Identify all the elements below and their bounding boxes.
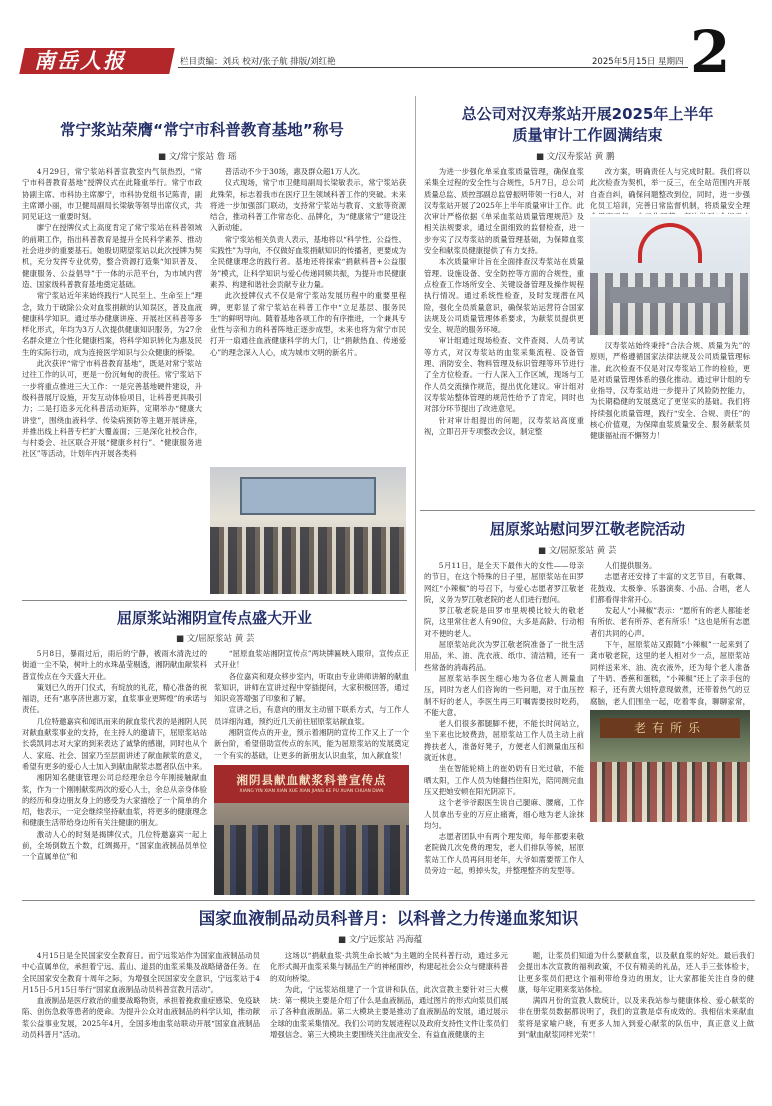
newspaper-logo: 南岳人报 [34,48,126,73]
article4-column-1: 5月11日，是全天下最伟大的女性——母亲的节日，在这个特殊的日子里，屈原浆站在田罗网红“小辣椒”的号召下，与爱心志愿者罗江敬老院，义务为罗江敬老院的老人们进行慰问。 罗江敬老院是田罗市里规模比较大的敬老院，这里常住老人有90位，大多是高龄、行动相对不便的老人。 屈原浆站此次为罗江敬老院准备了一批生活用品，米、油、洗衣液、纸巾、清洁精，还有一些常备的消毒药品。 屈原浆站李医生细心地为各位老人测量血压，同时为老人们咨询的一些问题，对于血压控制不好的老人，李医生再三叮嘱需要按时吃药，不能大意。 老人们很多都腿脚不便，不能长时间站立，坐下来也比较费劲，屈原浆站工作人员主动上前搀扶老人，准备好凳子，方便老人们测量血压和就近休息。 坐在智能轮椅上的崔奶奶有日光过敏，不能晒太阳，工作人员为她翻挡住阳光，陪同测完血压又把她安顿在阳光阴凉下。 这个老爷爷跟医生说自己腿麻、腰痛，工作人员拿出专业的万应止痛膏，细心地为老人涂抹均匀。 志愿者团队中有两个理发师，每年都要来敬老院做几次免费的理发，老人们排队等候，屈原浆站工作人员再问用老年，大爷如需要帮工作人员旁边一起，剪掉头发，并整理整齐的发型等。 [424,561,584,876]
article3-photo [214,765,409,895]
section-divider [22,900,755,901]
article3-byline: ■ 文/屈原浆站 黄 芸 [176,634,255,644]
article1-photo [210,467,406,594]
header-divider [178,67,688,68]
opening-crowd [214,825,409,895]
article5-byline: ■ 文/宁远浆站 冯海蕴 [338,935,423,945]
article2-column-2-top: 改方案，明确责任人与完成时限。我们将以此次检查为契机，举一反三，在全站范围内开展自查自纠，确保问题整改到位，同时，进一步强化员工培训，完善日常监督机制，将质量安全理 [590,167,750,210]
meeting-attendees [590,273,750,335]
group-of-volunteers [590,762,750,822]
projection-screen [240,477,376,515]
page-number: 2 [690,18,731,86]
article5-column-1: 4月15日是全民国家安全教育日。而宁远浆站作为国家血液制品动员中心直属单位，承担着宁远、蓝山、道县的血浆采集及战略储备任务。在全民国家安全教育十周年之际，为增强全民国家安全意识，宁远浆站于4月15日-5月15日举行“国家血液制品动员科普宣教月活动”。 血液制品是医疗救治的重要战略物资，承担着挽救重症感染、免疫缺陷、创伤急救等患者的使命。为提升公众对血液制品的科学认知，推动献浆公益事业发展，2025年4月，全国多地血浆站联动开展“国家血液制品动员科普月”活动。 [22,951,260,1040]
article4-title: 屈原浆站慰问罗江敬老院活动 [489,520,685,538]
article4-photo [590,710,750,822]
article2-photo [590,217,750,335]
issue-date: 2025年5月15日 星期四 [592,57,684,67]
article1-column-2: 普活动不少于30场，惠及群众超1万人次。 仪式现场，常宁市卫健局副局长梁敏表示，常宁浆站获此殊荣，标志着我市在医疗卫生领域科普工作的突破。未来将进一步加强部门联动，支持常宁浆站与教育、文旅等资源结合，推动科普工作常态化、品牌化，为“健康常宁”建设注入新动能。 常宁浆站相关负责人表示，基地将以“科学性、公益性、实践性”为导向，不仅做好血浆捐献知识的传播者，更要成为全民健康理念的践行者。基地还将探索“捐献科普+公益服务”模式，让科学知识与爱心传递同频共振，为提升市民健康素养、构建和谐社会贡献专业力量。 此次授牌仪式不仅是常宁浆站发展历程中的重要里程碑，更彰显了常宁浆站在科普工作中“立足基层、服务民生”的鲜明导向。随着基地各项工作的有序推进，一个兼具专业性与亲和力的科普阵地正逐步成型，未来也将为常宁市民打开一扇通往血液健康科学的大门，让“捐献热血、传递爱心”的理念深入人心，成为城市文明的新名片。 [210,167,406,357]
article5-column-3: 题，让浆员们知道为什么要献血浆，以及献血浆的好处。最后我们会提出本次宣教的福利政策，不仅有精美的礼品，还人手三张体检卡，让更多浆员们把这个福利带给身边的朋友，让大家都能关注自身的健康，每年定期来浆站体检。 满四月份的宣教人数统计，以及来我站参与健康体检、爱心献浆的非在册浆员数据都说明了，我们的宣教是卓有成效的。我相信未来献血浆将是家喻户晓，有更多人加入到爱心献浆的队伍中，真正意义上做到“献血献浆同样光荣”！ [518,951,754,1040]
storefront-banner: 湘阴县献血献浆科普宣传点 [236,773,387,787]
article1-byline: ■ 文/常宁浆站 詹 瑶 [158,152,237,162]
article2-title-line-2: 质量审计工作圆满结束 [512,126,663,144]
red-arch-decoration [638,223,702,263]
article2-column-2-bottom: 汉寿浆站始终秉持“合法合规、质量为先”的原则，严格遵循国家法律法规及公司质量管理标准。此次检查不仅是对汉寿浆站工作的检验，更是对质量管理体系的强化推动。通过审计组的专业指导，汉寿浆站进一步提升了风险防控能力，为长期稳健的发展奠定了更坚实的基础。我们将持续强化质量管理，践行“安全、合规、责任”的核心价值观，为保障血浆质量安全、服务献浆员健康福祉而不懈努力！ [590,341,750,441]
article2-title-line-1: 总公司对汉寿浆站开展2025年上半年 [461,105,714,123]
audience [210,527,406,594]
article4-column-2: 人们提供服务。 志愿者还安排了丰富的文艺节目，有歌舞、花鼓戏、太极拳、乐器演奏、小品、合唱，老人们都看得非常开心。 发起人“小辣椒”表示：“愿所有的老人都能老有所依、老有所养、老有所乐！”这也是所有志愿者们共同的心声。 下午，屈原浆站又跟随“小辣椒”一起来到了龚市敬老院，这里的老人相对少一点，屈原浆站同样送来米、油、洗衣液外，还为每个老人准备了牛奶、香蕉和蛋糕，“小辣椒”还上了亲手包的粽子，还有黄大姐特意现做煮，还带着热气的豆腐脑，老人们围坐一起，吃着零食，聊聊家常， [590,561,750,706]
article2-column-1: 为进一步强化单采血浆质量管理，确保血浆采集全过程的安全性与合规性，5月7日，总公司质量总监、质控部副总监曾振明带领一行8人，对汉寿浆站开展了2025年上半年质量审计工作。此次审计严格依据《单采血浆站质量管理规范》及相关法规要求，通过全面细致的监督检查，进一步夯实了汉寿浆站的质量管理基础，为保障血浆安全和献浆员健康提供了有力支持。 本次质量审计旨在全面排查汉寿浆站在质量管理、设施设备、安全防控等方面的合规性，重点检查工作场所安全、关键设备管理及操作规程执行情况。通过系统性检查，及时发现潜在风险，强化全员质量意识，确保浆站运营符合国家法规及公司质量管理体系要求，为献浆员提供更安全、规范的服务环境。 审计组通过现场检查、文件查阅、人员考试等方式，对汉寿浆站的血浆采集流程、设备管理、消防安全、物料管理及标识管理等环节进行了全方位检查。一行人深入工作区域，现场与工作人员交流操作规范，提出优化建议。审计组对汉寿浆站整体管理的规范性给予了肯定，同时也对部分环节提出了改进意见。 针对审计组提出的问题，汉寿浆站高度重视，立即召开专项整改会议，制定整 [424,167,584,436]
article3-column-2: “屈原血浆站湘阴宣传点”两块牌匾映入眼帘，宣传点正式开业！ 各位嘉宾和观众移步室内，听取由专业讲师讲解的献血浆知识，讲师在宣讲过程中穿插提问，大家积极回答，通过知识竞答增强了印象和了解。 宣讲之后，有意向的朋友主动留下联系方式，与工作人员详细沟通，预约近几天前往屈原浆站献血浆。 湘阴宣传点的开业，预示着湘阴的宣传工作又上了一个新台阶，希望借助宣传点的东风，能为屈原浆站的发展奠定一个有实的基础，让更多的新朋友认识血浆，加入献血浆！ [214,649,409,760]
article5-title: 国家血液制品动员科普月：以科普之力传递血浆知识 [198,909,579,928]
editors-line: 栏目责编：刘兵 校对/张子航 排版/刘红艳 [180,57,336,67]
article1-title: 常宁浆站荣膺“常宁市科普教育基地”称号 [60,121,344,139]
meeting-table [610,287,730,303]
storefront-banner-pinyin: XIANG YIN XIAN XIAN XUE XIAN JIANG KE PU XUAN CHUAN DIAN [239,789,384,794]
article4-byline: ■ 文/屈原浆站 黄 芸 [538,546,617,556]
article5-column-2: 这场以“捐献血浆·共筑生命长城”为主题的全民科普行动，通过多元化形式揭开血浆采集与制品生产的神秘面纱，构建起社会公众与健康科普的双向桥梁。 为此，宁远浆站组建了一个宣讲和队伍，此次宣教主要针对三大模块：第一模块主要是介绍了什么是血液制品，通过图片的形式向浆员们展示了各种血液制品。第二大模块主要是推动了血液制品的发展，通过展示全球的血浆采集情况。我们公司的发展进程以及政府支持性文件让浆员们增强信念。第三大模块主要围绕关注血液安全、有益血液健康的主 [270,951,508,1040]
section-divider [22,600,407,601]
article3-title: 屈原浆站湘阴宣传点盛大开业 [116,609,312,627]
column-divider [415,96,416,671]
nursing-home-sign: 老有所乐 [600,718,740,738]
article1-column-1: 4月29日，常宁浆站科普宣教室内气氛热烈，“常宁市科普教育基地”授牌仪式在此隆重举行。常宁市政协副主席、市科协主席廖宁，市科协党组书记陈青，副主席谭小丽，市卫健局副局长梁敏等领导出席仪式，共同见证这一重要时刻。 廖宁在授牌仪式上高度肯定了常宁浆站在科普领域的前期工作，指出科普教育是提升全民科学素养、推动社会进步的重要基石。她殷切期望浆站以此次授牌为契机，充分发挥专业优势，整合资源打造集“知识普及、健康服务、公益倡导”于一体的示范平台，为市域内营造、国家级科普教育基地奠定基础。 常宁浆站近年来始终践行“人民至上、生命至上”理念，致力于破除公众对血浆捐献的认知误区，普及血液健康科学知识。通过举办健康讲座、开展社区科普等多样化形式，年均为3万人次提供健康知识服务，为27余名群众建立个性化健康档案，将科学知识转化为惠及民生的实际行动，成为连接医学知识与公众健康的桥梁。 此次获评“常宁市科普教育基地”，既是对常宁浆站过往工作的认可，更是一份沉甸甸的责任。常宁浆站下一步将重点推进三大工作：一是完善基地硬件建设，升级科普展厅设施，开发互动体验项目，让科普更具吸引力；二是打造多元化科普活动矩阵，定期举办“健康大讲堂”，围绕血液科学、传染病预防等主题开展讲座，并推出线上科普专栏扩大覆盖面；三是深化社校合作，与村委会、社区联合开展“健康乡村行”、“健康服务进社区”等活动，计划年内开展各类科 [22,167,202,459]
section-divider [420,510,755,511]
article2-byline: ■ 文/汉寿浆站 黄 鹏 [536,152,615,162]
article3-column-1: 5月8日，暴雨过后，雨后的宁静，被雨水清洗过的街道一尘不染，树叶上的水珠晶莹剔透，湘阴献血献浆科普宣传点在今天盛大开业。 策划已久的开门仪式，有绽放的礼花，精心准备的祝福语，还有“惠享济世惠万家，血浆事业更辉煌”的承诺与责任。 几位特邀嘉宾和闻讯而来的献血浆代表的是湘阴人民对献血献浆事业的支持，在主持人的邀请下，屈原浆站站长裘凯同志对大家的到来表达了诚挚的感谢，同时也从个人、家庭、社会、国家乃至层面讲述了献血献浆的意义，希望有更多的爱心人士加入到献血献浆志愿者队伍中来。 湘阴知名健康管理公司总经理余总今年刚接触献血浆，作为一个刚刚献浆两次的爱心人士，余总从亲身体验的经历和身边朋友身上的感受为大家描绘了一个简单的介绍，他表示，一定会继续坚持献血浆，将更多的健康理念和健康生活带给身边所有关注健康的朋友。 激动人心的时刻是揭牌仪式，几位特邀嘉宾一起上前，全场倒数五个数，红绸揭开，“国家血液制品员单位一个直属单位”和 [22,649,207,862]
